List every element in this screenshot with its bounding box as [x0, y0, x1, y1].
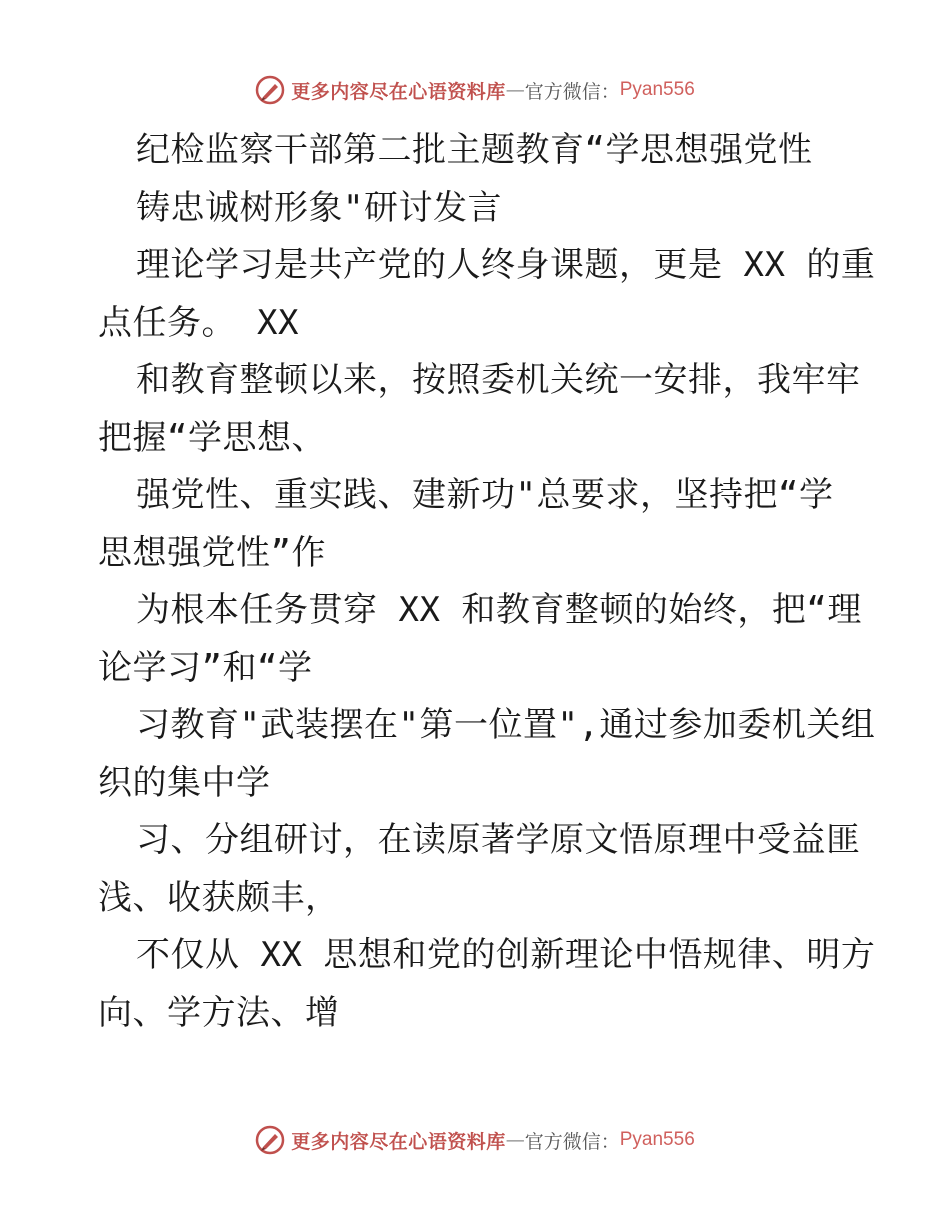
pen-logo-icon [255, 75, 285, 105]
banner-wechat-label: 官方微信： [524, 1130, 620, 1153]
header-banner [0, 70, 950, 110]
body-line: 论学习”和“学 [98, 647, 313, 688]
banner-separator: — [505, 79, 525, 101]
body-line: 习、分组研讨，在读原著学原文悟原理中受益匪 [136, 820, 861, 860]
banner-wechat-label: 官方微信： [524, 80, 620, 103]
body-line: 思想强党性”作 [98, 532, 326, 573]
pen-logo-icon [255, 1125, 285, 1155]
banner-wechat-id: Pyan556 [619, 1129, 695, 1150]
body-line: 强党性、重实践、建新功"总要求，坚持把“学 [136, 475, 834, 515]
title-line-2: 铸忠诚树形象"研讨发言 [136, 187, 502, 228]
body-line: 不仅从 XX 思想和党的创新理论中悟规律、明方 [136, 935, 876, 975]
body-line: 点任务。 XX [98, 302, 299, 343]
body-line: 为根本任务贯穿 XX 和教育整顿的始终，把“理 [136, 590, 862, 630]
body-line: 把握“学思想、 [98, 417, 326, 458]
footer-banner [0, 1120, 950, 1160]
body-line: 向、学方法、增 [98, 992, 340, 1033]
body-line: 习教育"武装摆在"第一位置",通过参加委机关组 [136, 705, 876, 745]
body-line: 和教育整顿以来，按照委机关统一安排，我牢牢 [136, 360, 861, 400]
body-line: 织的集中学 [98, 762, 271, 803]
banner-separator: — [505, 1129, 525, 1151]
body-line: 浅、收获颇丰， [98, 877, 340, 918]
title-line-1: 纪检监察干部第二批主题教育“学思想强党性 [136, 130, 813, 170]
banner-text: 更多内容尽在心语资料库 [291, 80, 506, 103]
document-body [98, 122, 876, 1042]
banner-wechat-id: Pyan556 [619, 79, 695, 100]
banner-text: 更多内容尽在心语资料库 [291, 1130, 506, 1153]
body-line: 理论学习是共产党的人终身课题，更是 XX 的重 [136, 245, 876, 285]
